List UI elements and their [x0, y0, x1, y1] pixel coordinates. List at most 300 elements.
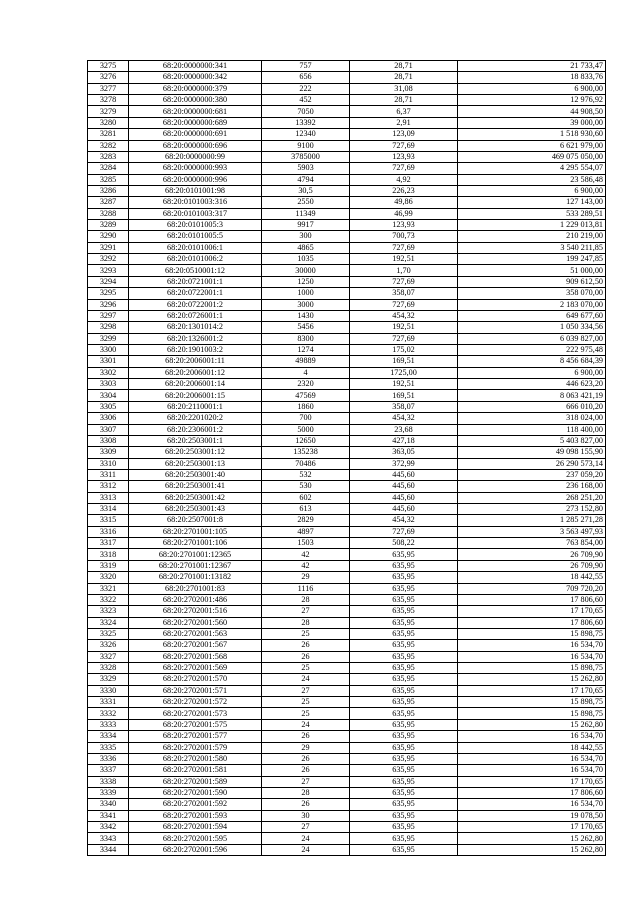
cadastral-number-cell: 68:20:0000000:379 — [129, 83, 262, 94]
cadastral-number-cell: 68:20:0000000:342 — [129, 72, 262, 83]
area-cell: 26 — [262, 651, 350, 662]
table-row — [88, 583, 606, 594]
specific-value-cell: 2,91 — [350, 117, 458, 128]
table-row — [88, 197, 606, 208]
area-cell: 3785000 — [262, 151, 350, 162]
row-number-cell: 3288 — [88, 208, 129, 219]
table-row — [88, 83, 606, 94]
cadastral-value-cell: 23 586,48 — [458, 174, 606, 185]
row-number-cell: 3319 — [88, 560, 129, 571]
table-row — [88, 685, 606, 696]
area-cell: 5456 — [262, 322, 350, 333]
table-row — [88, 606, 606, 617]
table-row — [88, 549, 606, 560]
specific-value-cell: 635,95 — [350, 719, 458, 730]
table-row — [88, 617, 606, 628]
cadastral-number-cell: 68:20:2702001:595 — [129, 833, 262, 844]
cadastral-value-cell: 26 709,90 — [458, 560, 606, 571]
area-cell: 47569 — [262, 390, 350, 401]
specific-value-cell: 635,95 — [350, 628, 458, 639]
table-row — [88, 322, 606, 333]
specific-value-cell: 445,60 — [350, 469, 458, 480]
table-row — [88, 731, 606, 742]
row-number-cell: 3278 — [88, 95, 129, 106]
cadastral-value-cell: 1 229 013,81 — [458, 220, 606, 231]
specific-value-cell: 123,09 — [350, 129, 458, 140]
cadastral-number-cell: 68:20:2702001:568 — [129, 651, 262, 662]
table-row — [88, 254, 606, 265]
area-cell: 2320 — [262, 379, 350, 390]
row-number-cell: 3284 — [88, 163, 129, 174]
specific-value-cell: 727,69 — [350, 140, 458, 151]
row-number-cell: 3306 — [88, 413, 129, 424]
area-cell: 8300 — [262, 333, 350, 344]
cadastral-value-cell: 15 898,75 — [458, 708, 606, 719]
cadastral-value-cell: 666 010,20 — [458, 401, 606, 412]
table-row — [88, 663, 606, 674]
specific-value-cell: 635,95 — [350, 708, 458, 719]
table-row — [88, 390, 606, 401]
area-cell: 12650 — [262, 435, 350, 446]
cadastral-number-cell: 68:20:2702001:575 — [129, 719, 262, 730]
cadastral-value-cell: 15 262,80 — [458, 719, 606, 730]
table-row — [88, 174, 606, 185]
cadastral-value-cell: 6 900,00 — [458, 83, 606, 94]
row-number-cell: 3300 — [88, 344, 129, 355]
cadastral-value-cell: 15 262,80 — [458, 844, 606, 855]
area-cell: 4897 — [262, 526, 350, 537]
specific-value-cell: 49,86 — [350, 197, 458, 208]
cadastral-value-cell: 44 908,50 — [458, 106, 606, 117]
cadastral-value-cell: 318 024,00 — [458, 413, 606, 424]
row-number-cell: 3275 — [88, 61, 129, 72]
specific-value-cell: 169,51 — [350, 390, 458, 401]
cadastral-number-cell: 68:20:2503001:1 — [129, 435, 262, 446]
row-number-cell: 3303 — [88, 379, 129, 390]
table-row — [88, 640, 606, 651]
cadastral-number-cell: 68:20:2701001:12367 — [129, 560, 262, 571]
area-cell: 3000 — [262, 299, 350, 310]
table-row — [88, 231, 606, 242]
table-row — [88, 424, 606, 435]
area-cell: 30000 — [262, 265, 350, 276]
specific-value-cell: 454,32 — [350, 310, 458, 321]
row-number-cell: 3279 — [88, 106, 129, 117]
cadastral-number-cell: 68:20:2702001:571 — [129, 685, 262, 696]
specific-value-cell: 635,95 — [350, 617, 458, 628]
row-number-cell: 3283 — [88, 151, 129, 162]
area-cell: 28 — [262, 594, 350, 605]
cadastral-number-cell: 68:20:2702001:573 — [129, 708, 262, 719]
cadastral-value-cell: 17 806,60 — [458, 594, 606, 605]
row-number-cell: 3290 — [88, 231, 129, 242]
cadastral-number-cell: 68:20:1901003:2 — [129, 344, 262, 355]
row-number-cell: 3330 — [88, 685, 129, 696]
row-number-cell: 3287 — [88, 197, 129, 208]
cadastral-number-cell: 68:20:2006001:12 — [129, 367, 262, 378]
table-row — [88, 560, 606, 571]
area-cell: 11349 — [262, 208, 350, 219]
area-cell: 1860 — [262, 401, 350, 412]
table-row — [88, 788, 606, 799]
cadastral-number-cell: 68:20:2306001:2 — [129, 424, 262, 435]
table-row — [88, 401, 606, 412]
table-row — [88, 276, 606, 287]
cadastral-value-cell: 12 976,92 — [458, 95, 606, 106]
specific-value-cell: 727,69 — [350, 276, 458, 287]
row-number-cell: 3289 — [88, 220, 129, 231]
area-cell: 2550 — [262, 197, 350, 208]
cadastral-value-cell: 17 170,65 — [458, 822, 606, 833]
cadastral-number-cell: 68:20:0726001:1 — [129, 310, 262, 321]
area-cell: 26 — [262, 799, 350, 810]
row-number-cell: 3297 — [88, 310, 129, 321]
row-number-cell: 3339 — [88, 788, 129, 799]
row-number-cell: 3304 — [88, 390, 129, 401]
row-number-cell: 3281 — [88, 129, 129, 140]
cadastral-number-cell: 68:20:2702001:560 — [129, 617, 262, 628]
cadastral-value-cell: 26 709,90 — [458, 549, 606, 560]
specific-value-cell: 727,69 — [350, 299, 458, 310]
table-row — [88, 140, 606, 151]
row-number-cell: 3331 — [88, 697, 129, 708]
cadastral-value-cell: 199 247,85 — [458, 254, 606, 265]
table-row — [88, 151, 606, 162]
area-cell: 42 — [262, 560, 350, 571]
table-row — [88, 413, 606, 424]
cadastral-number-cell: 68:20:0101003:317 — [129, 208, 262, 219]
area-cell: 4865 — [262, 242, 350, 253]
table-row — [88, 526, 606, 537]
table-row — [88, 504, 606, 515]
area-cell: 25 — [262, 708, 350, 719]
cadastral-value-cell: 446 623,20 — [458, 379, 606, 390]
cadastral-number-cell: 68:20:0101001:98 — [129, 185, 262, 196]
cadastral-value-cell: 6 621 979,00 — [458, 140, 606, 151]
specific-value-cell: 635,95 — [350, 560, 458, 571]
cadastral-value-cell: 18 442,55 — [458, 742, 606, 753]
area-cell: 452 — [262, 95, 350, 106]
area-cell: 613 — [262, 504, 350, 515]
specific-value-cell: 1,70 — [350, 265, 458, 276]
row-number-cell: 3337 — [88, 765, 129, 776]
cadastral-value-cell: 6 900,00 — [458, 367, 606, 378]
row-number-cell: 3295 — [88, 288, 129, 299]
row-number-cell: 3309 — [88, 447, 129, 458]
row-number-cell: 3316 — [88, 526, 129, 537]
cadastral-number-cell: 68:20:0000000:681 — [129, 106, 262, 117]
cadastral-number-cell: 68:20:0000000:380 — [129, 95, 262, 106]
area-cell: 24 — [262, 833, 350, 844]
table-row — [88, 310, 606, 321]
cadastral-number-cell: 68:20:2006001:14 — [129, 379, 262, 390]
area-cell: 24 — [262, 719, 350, 730]
cadastral-number-cell: 68:20:0000000:689 — [129, 117, 262, 128]
cadastral-value-cell: 8 063 421,19 — [458, 390, 606, 401]
area-cell: 26 — [262, 765, 350, 776]
cadastral-value-cell: 17 806,60 — [458, 788, 606, 799]
cadastral-value-cell: 1 050 334,56 — [458, 322, 606, 333]
cadastral-value-cell: 19 078,50 — [458, 810, 606, 821]
area-cell: 42 — [262, 549, 350, 560]
table-row — [88, 265, 606, 276]
table-body — [88, 61, 606, 856]
row-number-cell: 3322 — [88, 594, 129, 605]
cadastral-value-cell: 3 540 211,85 — [458, 242, 606, 253]
table-row — [88, 185, 606, 196]
cadastral-number-cell: 68:20:2702001:563 — [129, 628, 262, 639]
table-row — [88, 72, 606, 83]
specific-value-cell: 635,95 — [350, 776, 458, 787]
area-cell: 7050 — [262, 106, 350, 117]
table-row — [88, 833, 606, 844]
cadastral-number-cell: 68:20:2701001:13182 — [129, 572, 262, 583]
specific-value-cell: 635,95 — [350, 549, 458, 560]
table-row — [88, 367, 606, 378]
area-cell: 4 — [262, 367, 350, 378]
cadastral-value-cell: 17 170,65 — [458, 776, 606, 787]
row-number-cell: 3296 — [88, 299, 129, 310]
cadastral-number-cell: 68:20:2702001:589 — [129, 776, 262, 787]
area-cell: 12340 — [262, 129, 350, 140]
table-row — [88, 822, 606, 833]
specific-value-cell: 635,95 — [350, 753, 458, 764]
specific-value-cell: 635,95 — [350, 822, 458, 833]
cadastral-value-cell: 26 290 573,14 — [458, 458, 606, 469]
cadastral-number-cell: 68:20:1326001:2 — [129, 333, 262, 344]
specific-value-cell: 226,23 — [350, 185, 458, 196]
table-row — [88, 242, 606, 253]
specific-value-cell: 363,05 — [350, 447, 458, 458]
cadastral-value-cell: 222 975,48 — [458, 344, 606, 355]
row-number-cell: 3333 — [88, 719, 129, 730]
row-number-cell: 3341 — [88, 810, 129, 821]
specific-value-cell: 31,08 — [350, 83, 458, 94]
cadastral-number-cell: 68:20:2006001:15 — [129, 390, 262, 401]
specific-value-cell: 445,60 — [350, 481, 458, 492]
table-row — [88, 481, 606, 492]
row-number-cell: 3312 — [88, 481, 129, 492]
area-cell: 27 — [262, 822, 350, 833]
cadastral-value-cell: 51 000,00 — [458, 265, 606, 276]
row-number-cell: 3336 — [88, 753, 129, 764]
row-number-cell: 3321 — [88, 583, 129, 594]
row-number-cell: 3286 — [88, 185, 129, 196]
cadastral-value-cell: 15 262,80 — [458, 833, 606, 844]
cadastral-value-cell: 210 219,00 — [458, 231, 606, 242]
table-row — [88, 129, 606, 140]
cadastral-value-cell: 273 152,80 — [458, 504, 606, 515]
specific-value-cell: 635,95 — [350, 833, 458, 844]
area-cell: 135238 — [262, 447, 350, 458]
row-number-cell: 3301 — [88, 356, 129, 367]
area-cell: 27 — [262, 685, 350, 696]
table-row — [88, 719, 606, 730]
table-row — [88, 810, 606, 821]
area-cell: 602 — [262, 492, 350, 503]
row-number-cell: 3332 — [88, 708, 129, 719]
specific-value-cell: 28,71 — [350, 61, 458, 72]
area-cell: 5000 — [262, 424, 350, 435]
cadastral-value-cell: 1 518 930,60 — [458, 129, 606, 140]
table-row — [88, 515, 606, 526]
cadastral-number-cell: 68:20:2702001:580 — [129, 753, 262, 764]
specific-value-cell: 635,95 — [350, 697, 458, 708]
area-cell: 9917 — [262, 220, 350, 231]
specific-value-cell: 635,95 — [350, 731, 458, 742]
row-number-cell: 3293 — [88, 265, 129, 276]
cadastral-value-cell: 3 563 497,93 — [458, 526, 606, 537]
cadastral-value-cell: 18 442,55 — [458, 572, 606, 583]
table-row — [88, 458, 606, 469]
cadastral-number-cell: 68:20:2702001:569 — [129, 663, 262, 674]
row-number-cell: 3342 — [88, 822, 129, 833]
row-number-cell: 3310 — [88, 458, 129, 469]
row-number-cell: 3291 — [88, 242, 129, 253]
area-cell: 24 — [262, 844, 350, 855]
area-cell: 1000 — [262, 288, 350, 299]
specific-value-cell: 454,32 — [350, 515, 458, 526]
cadastral-value-cell: 358 070,00 — [458, 288, 606, 299]
cadastral-number-cell: 68:20:0000000:691 — [129, 129, 262, 140]
table-row — [88, 844, 606, 855]
row-number-cell: 3302 — [88, 367, 129, 378]
cadastral-number-cell: 68:20:2507001:8 — [129, 515, 262, 526]
specific-value-cell: 635,95 — [350, 594, 458, 605]
cadastral-number-cell: 68:20:2701001:83 — [129, 583, 262, 594]
table-row — [88, 538, 606, 549]
cadastral-value-cell: 6 900,00 — [458, 185, 606, 196]
specific-value-cell: 508,22 — [350, 538, 458, 549]
row-number-cell: 3344 — [88, 844, 129, 855]
row-number-cell: 3299 — [88, 333, 129, 344]
cadastral-value-cell: 21 733,47 — [458, 61, 606, 72]
specific-value-cell: 427,18 — [350, 435, 458, 446]
cadastral-value-cell: 236 168,00 — [458, 481, 606, 492]
specific-value-cell: 445,60 — [350, 504, 458, 515]
specific-value-cell: 175,02 — [350, 344, 458, 355]
cadastral-value-cell: 469 075 050,00 — [458, 151, 606, 162]
cadastral-value-cell: 39 000,00 — [458, 117, 606, 128]
specific-value-cell: 635,95 — [350, 674, 458, 685]
row-number-cell: 3327 — [88, 651, 129, 662]
row-number-cell: 3298 — [88, 322, 129, 333]
cadastral-value-cell: 16 534,70 — [458, 753, 606, 764]
area-cell: 1035 — [262, 254, 350, 265]
cadastral-value-cell: 15 898,75 — [458, 663, 606, 674]
table-row — [88, 776, 606, 787]
cadastral-value-cell: 649 677,60 — [458, 310, 606, 321]
table-row — [88, 492, 606, 503]
specific-value-cell: 28,71 — [350, 72, 458, 83]
cadastral-number-cell: 68:20:0510001:12 — [129, 265, 262, 276]
cadastral-number-cell: 68:20:0101006:1 — [129, 242, 262, 253]
area-cell: 70486 — [262, 458, 350, 469]
row-number-cell: 3313 — [88, 492, 129, 503]
cadastral-value-cell: 16 534,70 — [458, 799, 606, 810]
specific-value-cell: 28,71 — [350, 95, 458, 106]
specific-value-cell: 1725,00 — [350, 367, 458, 378]
cadastral-value-cell: 118 400,00 — [458, 424, 606, 435]
cadastral-number-cell: 68:20:2702001:567 — [129, 640, 262, 651]
table-row — [88, 288, 606, 299]
cadastral-value-cell: 8 456 684,39 — [458, 356, 606, 367]
specific-value-cell: 727,69 — [350, 526, 458, 537]
cadastral-number-cell: 68:20:2006001:11 — [129, 356, 262, 367]
table-row — [88, 106, 606, 117]
row-number-cell: 3318 — [88, 549, 129, 560]
area-cell: 24 — [262, 674, 350, 685]
area-cell: 2829 — [262, 515, 350, 526]
row-number-cell: 3308 — [88, 435, 129, 446]
specific-value-cell: 635,95 — [350, 572, 458, 583]
table-row — [88, 708, 606, 719]
row-number-cell: 3277 — [88, 83, 129, 94]
row-number-cell: 3314 — [88, 504, 129, 515]
table-row — [88, 379, 606, 390]
row-number-cell: 3340 — [88, 799, 129, 810]
area-cell: 1250 — [262, 276, 350, 287]
cadastral-number-cell: 68:20:2503001:13 — [129, 458, 262, 469]
area-cell: 700 — [262, 413, 350, 424]
area-cell: 13392 — [262, 117, 350, 128]
area-cell: 656 — [262, 72, 350, 83]
row-number-cell: 3335 — [88, 742, 129, 753]
cadastral-number-cell: 68:20:2702001:593 — [129, 810, 262, 821]
cadastral-number-cell: 68:20:2110001:1 — [129, 401, 262, 412]
row-number-cell: 3343 — [88, 833, 129, 844]
row-number-cell: 3328 — [88, 663, 129, 674]
row-number-cell: 3324 — [88, 617, 129, 628]
specific-value-cell: 635,95 — [350, 810, 458, 821]
row-number-cell: 3315 — [88, 515, 129, 526]
row-number-cell: 3305 — [88, 401, 129, 412]
specific-value-cell: 123,93 — [350, 220, 458, 231]
cadastral-number-cell: 68:20:2503001:43 — [129, 504, 262, 515]
table-row — [88, 447, 606, 458]
specific-value-cell: 635,95 — [350, 606, 458, 617]
table-row — [88, 765, 606, 776]
cadastral-number-cell: 68:20:0101006:2 — [129, 254, 262, 265]
cadastral-number-cell: 68:20:2702001:596 — [129, 844, 262, 855]
table-row — [88, 117, 606, 128]
row-number-cell: 3292 — [88, 254, 129, 265]
specific-value-cell: 192,51 — [350, 254, 458, 265]
cadastral-value-cell: 15 898,75 — [458, 628, 606, 639]
row-number-cell: 3334 — [88, 731, 129, 742]
cadastral-value-cell: 5 403 827,00 — [458, 435, 606, 446]
cadastral-number-cell: 68:20:2702001:592 — [129, 799, 262, 810]
cadastral-value-cell: 268 251,20 — [458, 492, 606, 503]
area-cell: 1430 — [262, 310, 350, 321]
cadastral-number-cell: 68:20:2702001:581 — [129, 765, 262, 776]
cadastral-number-cell: 68:20:2201020:2 — [129, 413, 262, 424]
row-number-cell: 3311 — [88, 469, 129, 480]
table-row — [88, 220, 606, 231]
specific-value-cell: 635,95 — [350, 742, 458, 753]
specific-value-cell: 445,60 — [350, 492, 458, 503]
cadastral-value-cell: 2 183 070,00 — [458, 299, 606, 310]
specific-value-cell: 358,07 — [350, 401, 458, 412]
specific-value-cell: 635,95 — [350, 663, 458, 674]
cadastral-value-cell: 17 170,65 — [458, 685, 606, 696]
cadastral-number-cell: 68:20:2702001:594 — [129, 822, 262, 833]
cadastral-number-cell: 68:20:2503001:42 — [129, 492, 262, 503]
area-cell: 300 — [262, 231, 350, 242]
row-number-cell: 3317 — [88, 538, 129, 549]
specific-value-cell: 635,95 — [350, 685, 458, 696]
row-number-cell: 3280 — [88, 117, 129, 128]
